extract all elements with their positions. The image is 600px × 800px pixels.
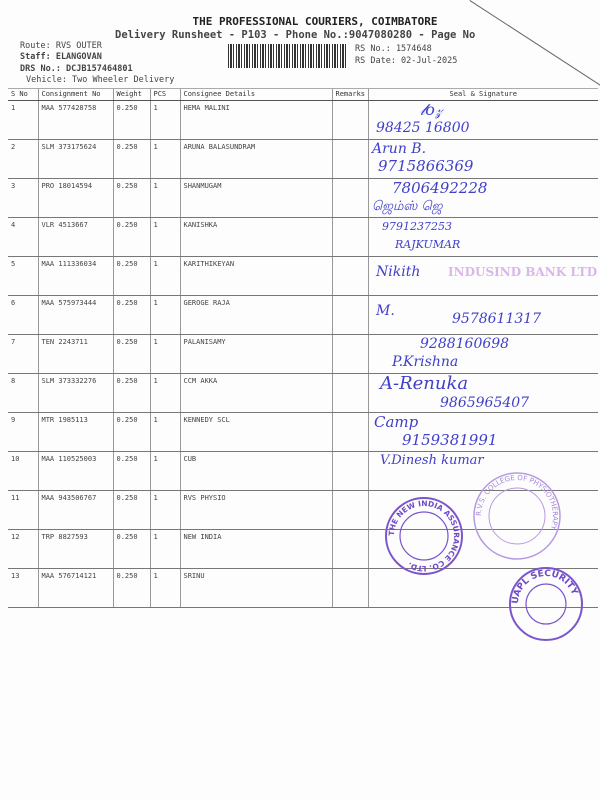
handwritten-name: A-Renuka [380,373,469,394]
sno-cell: 1 [8,101,38,140]
rs-no: RS No.: 1574648 [355,44,432,54]
consignment-no-cell: VLR 4513667 [38,218,113,257]
col-consignee-details-header: Consignee Details [180,89,332,101]
consignee-cell: NEW INDIA [180,530,332,569]
pcs-cell: 1 [150,257,180,296]
staff: Staff: ELANGOVAN [20,52,102,62]
table-row [8,335,598,374]
sno-cell: 13 [8,569,38,608]
remarks-cell [332,335,368,374]
remarks-cell [332,530,368,569]
consignee-cell: KENNEDY SCL [180,413,332,452]
remarks-cell [332,296,368,335]
consignee-cell: PALANISAMY [180,335,332,374]
sno-cell: 8 [8,374,38,413]
pcs-cell: 1 [150,413,180,452]
pcs-cell: 1 [150,179,180,218]
consignment-no-cell: MAA 110525003 [38,452,113,491]
consignment-no-cell: SLM 373332276 [38,374,113,413]
remarks-cell [332,101,368,140]
pcs-cell: 1 [150,491,180,530]
pcs-cell: 1 [150,530,180,569]
sno-cell: 11 [8,491,38,530]
sno-cell: 3 [8,179,38,218]
weight-cell: 0.250 [113,179,150,218]
signature-3: ஜெம்ஸ் ஜெ [372,199,443,214]
signature-5: Nikith [376,264,421,280]
remarks-cell [332,179,368,218]
handwritten-name: RAJKUMAR [395,238,461,251]
pcs-cell: 1 [150,335,180,374]
security-stamp [508,566,584,642]
handwritten-name: P.Krishna [392,354,459,370]
remarks-cell [332,491,368,530]
consignee-cell: KARITHIKEYAN [180,257,332,296]
weight-cell: 0.250 [113,569,150,608]
weight-cell: 0.250 [113,296,150,335]
consignee-cell: SRINU [180,569,332,608]
consignment-no-cell: MAA 576714121 [38,569,113,608]
consignee-cell: RVS PHYSIO [180,491,332,530]
weight-cell: 0.250 [113,257,150,296]
rs-date: RS Date: 02-Jul-2025 [355,56,458,66]
handwritten-phone: 9715866369 [378,157,474,175]
consignment-no-cell: MTR 1985113 [38,413,113,452]
weight-cell: 0.250 [113,374,150,413]
handwritten-name: V.Dinesh kumar [380,453,484,468]
pcs-cell: 1 [150,296,180,335]
runsheet-subtitle: Delivery Runsheet - P103 - Phone No.:9047080280 - Page No [115,29,476,41]
sno-cell: 4 [8,218,38,257]
drs-no: DRS No.: DCJB157464801 [20,64,133,74]
consignment-no-cell: MAA 111336034 [38,257,113,296]
route: Route: RVS OUTER [20,41,102,51]
table-row [8,101,598,140]
consignment-no-cell: MAA 943506767 [38,491,113,530]
svg-text:UAPL SECURITY: UAPL SECURITY [510,568,580,605]
vehicle: Vehicle: Two Wheeler Delivery [26,75,175,85]
sno-cell: 7 [8,335,38,374]
consignee-cell: HEMA MALINI [180,101,332,140]
sno-cell: 2 [8,140,38,179]
pcs-cell: 1 [150,452,180,491]
signature-1: 𝓁𝑜𝓏 [420,100,443,119]
col-consignment-no-header: Consignment No [38,89,113,101]
remarks-cell [332,374,368,413]
pcs-cell: 1 [150,101,180,140]
remarks-cell [332,218,368,257]
remarks-cell [332,257,368,296]
table-row [8,413,598,452]
weight-cell: 0.250 [113,452,150,491]
new-india-assurance-stamp [384,496,464,576]
consignee-cell: CCM AKKA [180,374,332,413]
remarks-cell [332,452,368,491]
col-seal-signature-header: Seal & Signature [368,89,598,101]
sno-cell: 6 [8,296,38,335]
consignee-cell: SHANMUGAM [180,179,332,218]
sno-cell: 5 [8,257,38,296]
weight-cell: 0.250 [113,335,150,374]
consignment-no-cell: MAA 577428758 [38,101,113,140]
svg-text:R.V.S. COLLEGE OF PHYSIOTHERAP: R.V.S. COLLEGE OF PHYSIOTHERAPY [474,473,560,531]
weight-cell: 0.250 [113,101,150,140]
col-weight-header: Weight [113,89,150,101]
company-title: THE PROFESSIONAL COURIERS, COIMBATORE [192,15,438,28]
sno-cell: 10 [8,452,38,491]
handwritten-phone: 9578611317 [452,311,542,327]
col-remarks-header: Remarks [332,89,368,101]
handwritten-phone: 98425 16800 [376,120,470,136]
handwritten-phone: 9288160698 [420,336,510,352]
pcs-cell: 1 [150,218,180,257]
table-row [8,179,598,218]
handwritten-phone: 9159381991 [402,431,498,449]
barcode [228,44,346,68]
consignee-cell: CUB [180,452,332,491]
weight-cell: 0.250 [113,140,150,179]
consignee-cell: KANISHKA [180,218,332,257]
weight-cell: 0.250 [113,530,150,569]
consignee-cell: ARUNA BALASUNDRAM [180,140,332,179]
rvs-college-stamp [472,471,562,561]
signature-9: Camp [374,413,419,431]
consignment-no-cell: SLM 373175624 [38,140,113,179]
table-row [8,140,598,179]
weight-cell: 0.250 [113,491,150,530]
col-pcs-header: PCS [150,89,180,101]
consignment-no-cell: TRP 8827593 [38,530,113,569]
consignment-no-cell: PRO 18014594 [38,179,113,218]
indusind-stamp: INDUSIND BANK LTD [448,265,598,279]
weight-cell: 0.250 [113,218,150,257]
consignment-no-cell: MAA 575973444 [38,296,113,335]
remarks-cell [332,140,368,179]
handwritten-name: Arun B. [372,141,427,157]
table-row [8,218,598,257]
consignment-no-cell: TEN 2243711 [38,335,113,374]
handwritten-phone: 9865965407 [440,395,530,411]
svg-text:THE NEW INDIA ASSURANCE CO. LT: THE NEW INDIA ASSURANCE CO. LTD. [386,498,462,574]
remarks-cell [332,413,368,452]
pcs-cell: 1 [150,374,180,413]
remarks-cell [332,569,368,608]
consignee-cell: GEROGE RAJA [180,296,332,335]
sno-cell: 9 [8,413,38,452]
handwritten-name: M. [376,303,395,319]
col-sno-header: S No [8,89,38,101]
pcs-cell: 1 [150,140,180,179]
sno-cell: 12 [8,530,38,569]
fold-line [469,0,600,88]
pcs-cell: 1 [150,569,180,608]
handwritten-phone: 7806492228 [392,179,488,197]
handwritten-phone: 9791237253 [382,220,452,233]
weight-cell: 0.250 [113,413,150,452]
